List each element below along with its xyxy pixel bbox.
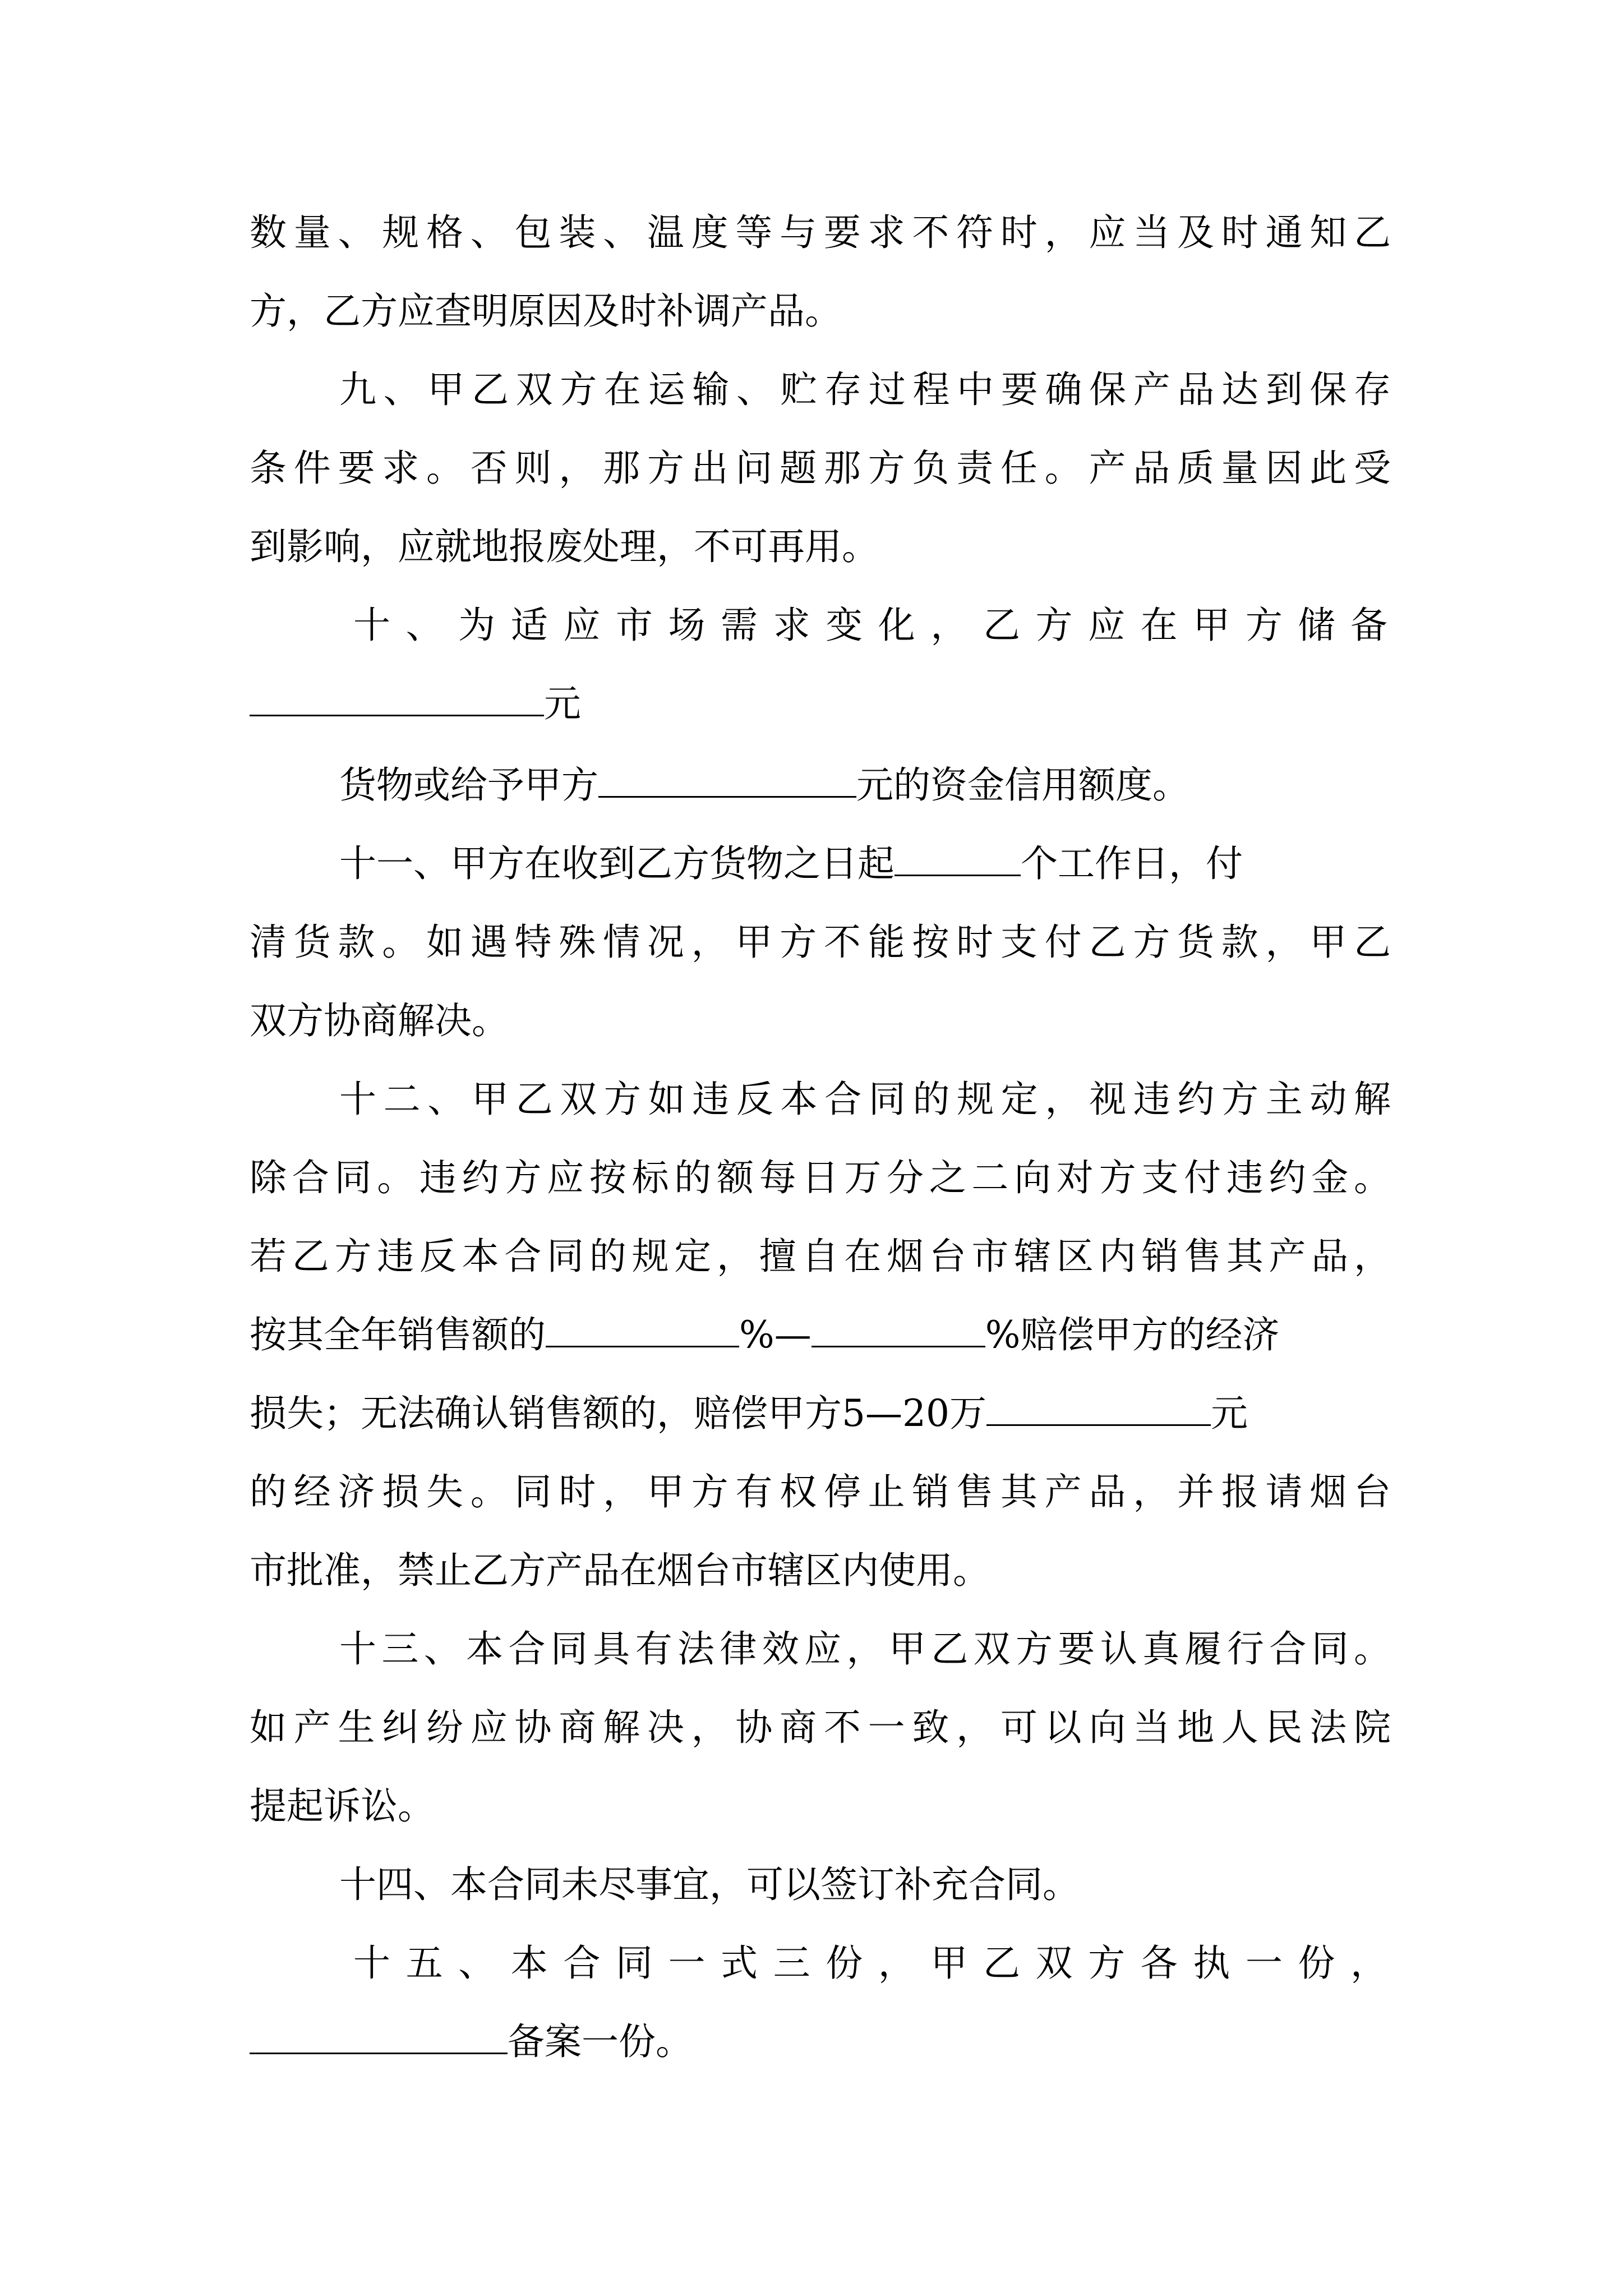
text-line: 若乙方违反本合同的规定，擅自在烟台市辖区内销售其产品， bbox=[250, 1235, 1391, 1278]
text-line: 清货款。如遇特殊情况，甲方不能按时支付乙方货款，甲乙 bbox=[250, 921, 1391, 964]
clause-11-line bbox=[339, 839, 1391, 889]
text-line: 如产生纠纷应协商解决，协商不一致，可以向当地人民法院 bbox=[250, 1706, 1391, 1749]
text-fragment: 元 bbox=[1210, 1392, 1248, 1435]
text-line bbox=[250, 1310, 1391, 1360]
clause-14-line: 十四、本合同未尽事宜，可以签订补充合同。 bbox=[339, 1863, 1080, 1906]
clause-10-line: 十、为适应市场需求变化，乙方应在甲方储备 bbox=[353, 604, 1391, 647]
text-fragment: 备案一份。 bbox=[508, 2020, 693, 2063]
text-line: 提起诉讼。 bbox=[250, 1784, 435, 1828]
text-line bbox=[250, 2017, 1391, 2067]
blank-field bbox=[250, 2019, 508, 2054]
text-line bbox=[339, 760, 1391, 811]
text-fragment: 货物或给予甲方 bbox=[339, 763, 598, 807]
text-line: 除合同。违约方应按标的额每日万分之二向对方支付违约金。 bbox=[250, 1156, 1391, 1199]
blank-field bbox=[598, 762, 856, 798]
clause-15-line: 十五、本合同一式三份，甲乙双方各执一份， bbox=[353, 1941, 1391, 1985]
text-fragment: 元的资金信用额度。 bbox=[856, 763, 1189, 807]
clause-9-line: 九、甲乙双方在运输、贮存过程中要确保产品达到保存 bbox=[339, 368, 1391, 411]
text-line: 条件要求。否则，那方出问题那方负责任。产品质量因此受 bbox=[250, 447, 1391, 490]
text-fragment: %— bbox=[739, 1313, 811, 1356]
text-line: 双方协商解决。 bbox=[250, 999, 509, 1042]
text-line bbox=[250, 1388, 1391, 1439]
blank-field bbox=[986, 1391, 1211, 1426]
blank-field bbox=[895, 841, 1021, 876]
text-fragment: %赔偿甲方的经济 bbox=[985, 1313, 1280, 1356]
text-fragment: 按其全年销售额的 bbox=[250, 1313, 546, 1356]
clause-13-line: 十三、本合同具有法律效应，甲乙双方要认真履行合同。 bbox=[339, 1627, 1391, 1671]
blank-field bbox=[811, 1312, 985, 1347]
text-line: 的经济损失。同时，甲方有权停止销售其产品，并报请烟台 bbox=[250, 1470, 1391, 1513]
text-fragment: 元 bbox=[544, 682, 581, 725]
text-line bbox=[250, 679, 1391, 729]
text-line: 方，乙方应查明原因及时补调产品。 bbox=[250, 289, 842, 333]
text-fragment: 十一、甲方在收到乙方货物之日起 bbox=[339, 842, 895, 885]
text-fragment: 损失；无法确认销售额的，赔偿甲方5—20万 bbox=[250, 1392, 986, 1435]
text-line: 到影响，应就地报废处理，不可再用。 bbox=[250, 525, 879, 568]
blank-field bbox=[250, 681, 544, 716]
text-line: 数量、规格、包装、温度等与要求不符时，应当及时通知乙 bbox=[250, 211, 1391, 254]
blank-field bbox=[546, 1312, 739, 1347]
text-fragment: 个工作日，付 bbox=[1021, 842, 1243, 885]
clause-12-line: 十二、甲乙双方如违反本合同的规定，视违约方主动解 bbox=[339, 1078, 1391, 1121]
text-line: 市批准，禁止乙方产品在烟台市辖区内使用。 bbox=[250, 1549, 990, 1592]
